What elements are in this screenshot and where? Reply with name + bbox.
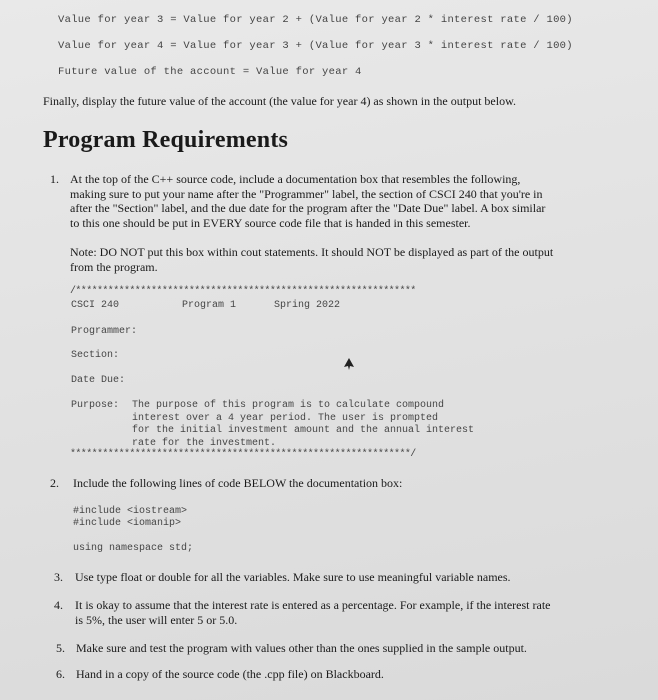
include-iostream: #include <iostream> — [73, 506, 188, 517]
text-line: Make sure and test the program with values other than the ones supplied in the sample output. — [76, 641, 527, 655]
text-line: from the program. — [70, 259, 158, 274]
doc-box-section-label: Section: — [71, 350, 120, 361]
section-heading: Program Requirements — [43, 127, 289, 153]
text-line: Note: DO NOT put this box within cout statements. It should NOT be displayed as part of the output — [70, 245, 554, 259]
doc-box-date-due-label: Date Due: — [71, 375, 126, 386]
doc-box-purpose-text — [132, 400, 474, 450]
doc-box-programmer-label: Programmer: — [71, 326, 138, 337]
item-3-text — [75, 570, 511, 585]
text-line: rate for the investment. — [132, 437, 277, 449]
doc-box-purpose-label: Purpose: — [71, 400, 120, 411]
text-line: for the initial investment amount and the annual interest — [132, 425, 475, 436]
item-number: 3. — [54, 570, 63, 584]
include-iomanip: #include <iomanip> — [73, 518, 182, 529]
text-line: after the "Section" label, and the due date for the program after the "Date Due" label. A box similar — [70, 201, 546, 215]
doc-box-term: Spring 2022 — [274, 300, 341, 311]
text-line: The purpose of this program is to calculate compound — [132, 400, 445, 411]
formula-line-year4: Value for year 4 = Value for year 3 + (Value for year 3 * interest rate / 100) — [58, 40, 573, 52]
text-line: Hand in a copy of the source code (the .cpp file) on Blackboard. — [76, 667, 384, 681]
item-4-text — [75, 598, 550, 627]
item-number: 6. — [56, 667, 65, 681]
text-line: to this one should be put in EVERY source code file that is handed in this semester. — [70, 215, 471, 230]
mouse-cursor-icon — [343, 357, 355, 371]
text-line: Use type float or double for all the variables. Make sure to use meaningful variable names. — [75, 570, 511, 584]
formula-line-year3: Value for year 3 = Value for year 2 + (Value for year 2 * interest rate / 100) — [58, 14, 573, 26]
doc-box-course: CSCI 240 — [71, 300, 120, 311]
text-line: making sure to put your name after the "Programmer" label, the section of CSCI 240 that you're in — [70, 186, 543, 201]
doc-box-program: Program 1 — [182, 300, 237, 311]
text-line: is 5%, the user will enter 5 or 5.0. — [75, 612, 238, 627]
item-2-text — [73, 476, 402, 491]
doc-box-top-border: /*************************************************************** — [70, 286, 416, 297]
text-line: Include the following lines of code BELOW the documentation box: — [73, 476, 403, 490]
item-number: 1. — [50, 172, 59, 186]
text-line: At the top of the C++ source code, include a documentation box that resembles the following, — [70, 172, 521, 186]
note-paragraph — [70, 245, 553, 274]
text-line: interest over a 4 year period. The user is prompted — [132, 412, 439, 424]
text-line: It is okay to assume that the interest rate is entered as a percentage. For example, if the interest rate — [75, 598, 551, 612]
item-6-text — [76, 667, 384, 682]
item-number: 5. — [56, 641, 65, 655]
finally-paragraph: Finally, display the future value of the account (the value for year 4) as shown in the output below. — [43, 94, 516, 108]
formula-line-future-value: Future value of the account = Value for year 4 — [58, 66, 362, 78]
item-number: 4. — [54, 598, 63, 612]
item-5-text — [76, 641, 527, 656]
item-number: 2. — [50, 476, 59, 490]
item-1-text — [70, 172, 545, 230]
doc-box-bottom-border: ***************************************************************/ — [70, 449, 416, 460]
using-namespace-std: using namespace std; — [73, 543, 194, 554]
